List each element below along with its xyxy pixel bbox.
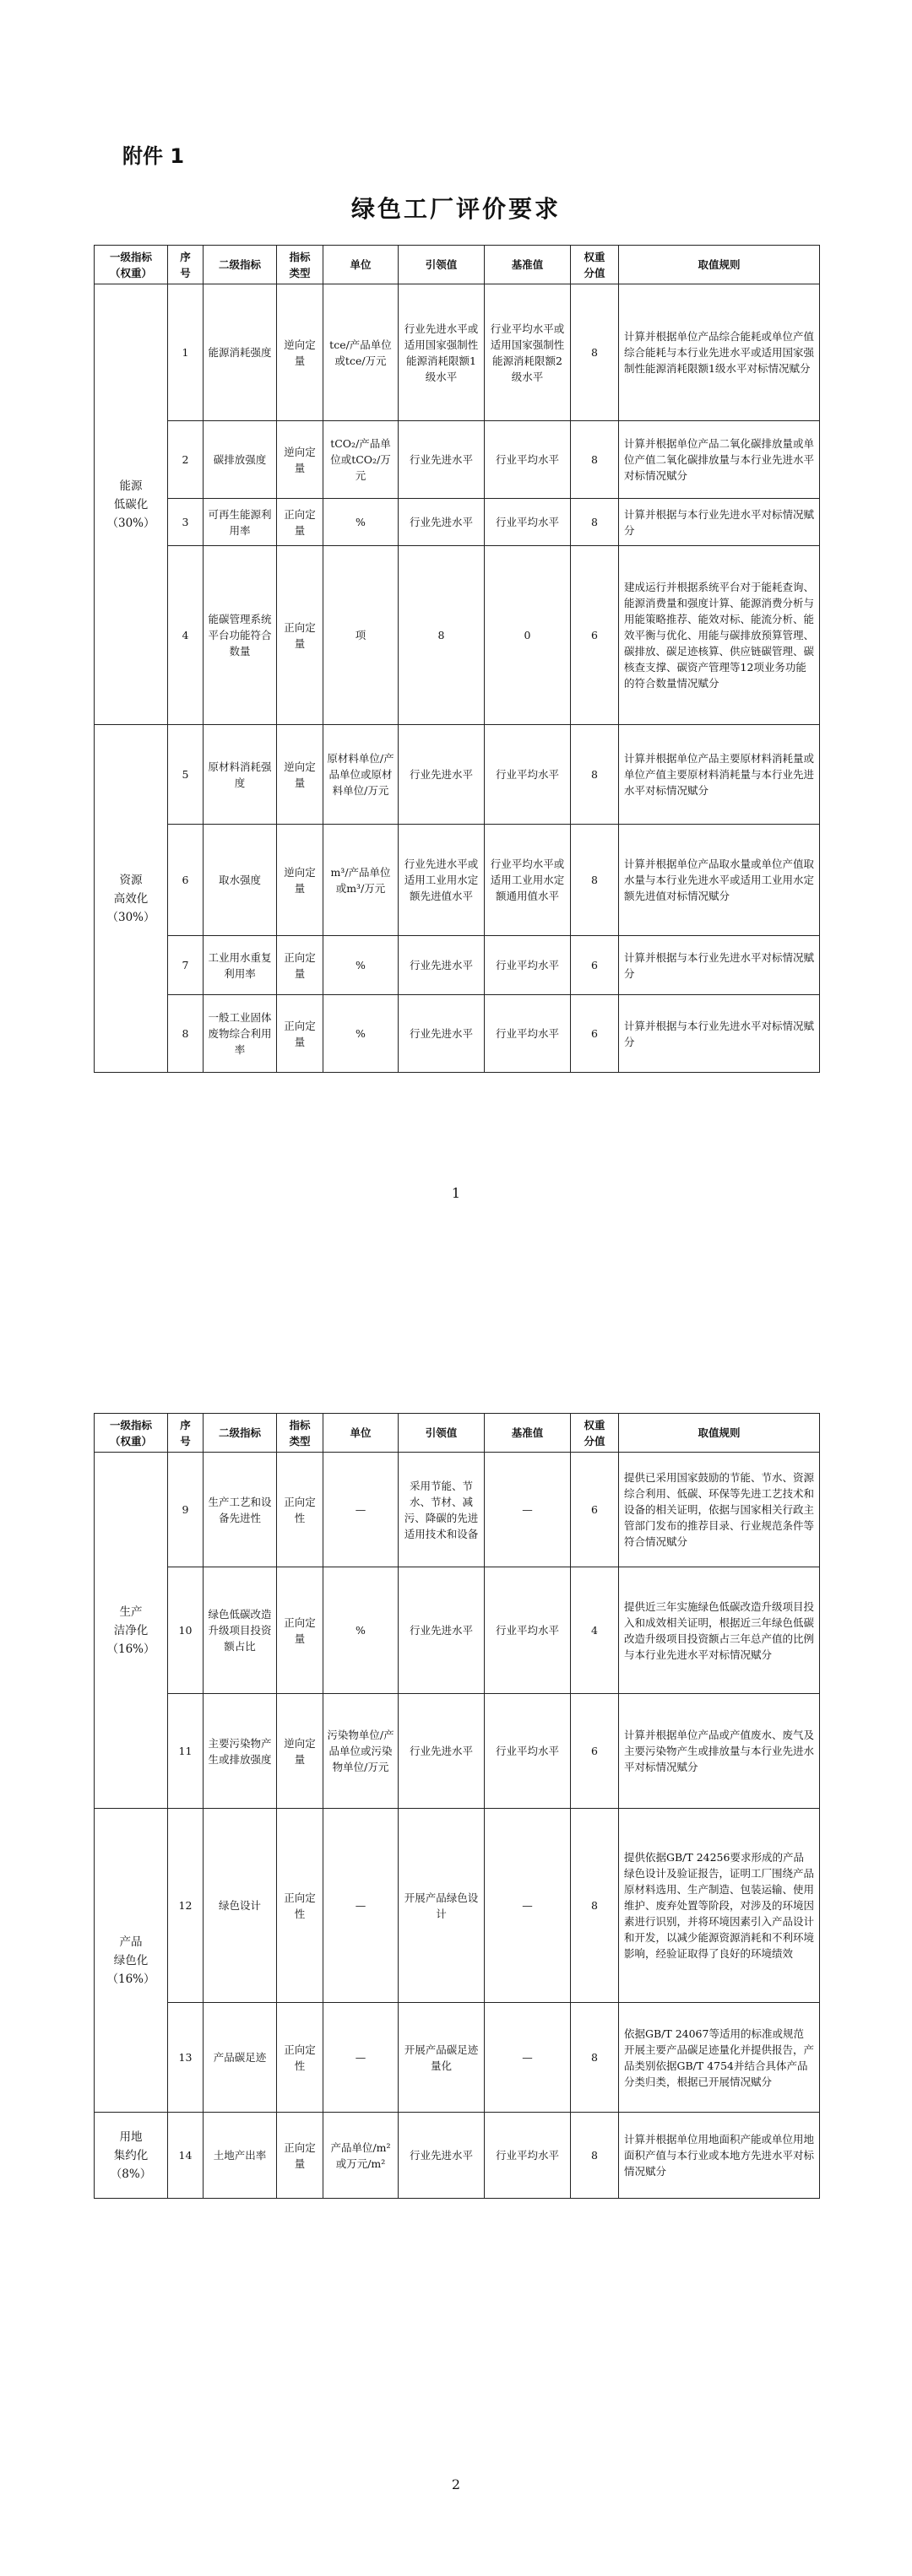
cell-unit: —	[323, 1809, 399, 2003]
cell-baseline: 行业平均水平	[485, 1694, 571, 1809]
cell-name: 绿色低碳改造升级项目投资额占比	[204, 1567, 277, 1694]
cell-unit: 污染物单位/产品单位或污染物单位/万元	[323, 1694, 399, 1809]
cell-seq: 2	[168, 421, 204, 499]
cell-unit: 原材料单位/产品单位或原材料单位/万元	[323, 725, 399, 825]
header-type: 指标 类型	[277, 1414, 323, 1453]
category-clean-production: 生产 洁净化 （16%）	[95, 1453, 168, 1809]
table-row	[95, 936, 820, 995]
cell-name: 碳排放强度	[204, 421, 277, 499]
header-level2: 二级指标	[204, 246, 277, 284]
attachment-label: 附件 1	[122, 144, 185, 168]
cell-seq: 1	[168, 284, 204, 421]
cell-unit: %	[323, 1567, 399, 1694]
cell-unit: 产品单位/m²或万元/m²	[323, 2113, 399, 2199]
cell-weight: 8	[571, 284, 619, 421]
cell-type: 逆向定量	[277, 725, 323, 825]
cell-name: 工业用水重复利用率	[204, 936, 277, 995]
cell-guide: 行业先进水平	[399, 936, 485, 995]
evaluation-table-part-1	[94, 245, 820, 1073]
cell-weight: 8	[571, 2003, 619, 2113]
cell-guide: 行业先进水平	[399, 1567, 485, 1694]
category-energy-low-carbon: 能源 低碳化 （30%）	[95, 284, 168, 725]
cell-guide: 行业先进水平	[399, 1694, 485, 1809]
cell-weight: 6	[571, 546, 619, 725]
cell-baseline: —	[485, 1809, 571, 2003]
table-row	[95, 421, 820, 499]
cell-rule: 提供依据GB/T 24256要求形成的产品绿色设计及验证报告，证明工厂围绕产品原材料选用、生产制造、包装运输、使用维护、废弃处置等阶段，对涉及的环境因素进行识别，并将环境因素引入产品设计和开发，以减少能源资源消耗和不利环境影响，经验证取得了良好的环境绩效	[619, 1809, 820, 2003]
header-baseline: 基准值	[485, 1414, 571, 1453]
table-row	[95, 2003, 820, 2113]
table-row	[95, 1809, 820, 2003]
cell-rule: 计算并根据单位产品或产值废水、废气及主要污染物产生或排放量与本行业先进水平对标情况赋分	[619, 1694, 820, 1809]
cell-name: 产品碳足迹	[204, 2003, 277, 2113]
cell-weight: 8	[571, 825, 619, 936]
header-unit: 单位	[323, 1414, 399, 1453]
cell-type: 正向定量	[277, 546, 323, 725]
cell-guide: 行业先进水平	[399, 725, 485, 825]
header-level1: 一级指标 （权重）	[95, 246, 168, 284]
cell-weight: 8	[571, 2113, 619, 2199]
header-seq: 序 号	[168, 1414, 204, 1453]
cell-rule: 计算并根据单位产品综合能耗或单位产值综合能耗与本行业先进水平或适用国家强制性能源消耗限额1级水平对标情况赋分	[619, 284, 820, 421]
cell-name: 土地产出率	[204, 2113, 277, 2199]
cell-unit: —	[323, 2003, 399, 2113]
cell-guide: 行业先进水平	[399, 995, 485, 1073]
cell-type: 正向定性	[277, 1453, 323, 1567]
cell-seq: 13	[168, 2003, 204, 2113]
cell-guide: 行业先进水平	[399, 2113, 485, 2199]
cell-name: 绿色设计	[204, 1809, 277, 2003]
cell-name: 原材料消耗强度	[204, 725, 277, 825]
cell-baseline: 行业平均水平	[485, 725, 571, 825]
cell-seq: 10	[168, 1567, 204, 1694]
category-green-products: 产品 绿色化 （16%）	[95, 1809, 168, 2113]
cell-weight: 8	[571, 1809, 619, 2003]
cell-baseline: —	[485, 1453, 571, 1567]
cell-rule: 计算并根据单位用地面积产能或单位用地面积产值与本行业或本地方先进水平对标情况赋分	[619, 2113, 820, 2199]
cell-weight: 6	[571, 995, 619, 1073]
cell-rule: 提供已采用国家鼓励的节能、节水、资源综合利用、低碳、环保等先进工艺技术和设备的相关证明，依据与国家相关行政主管部门发布的推荐目录、行业规范条件等符合情况赋分	[619, 1453, 820, 1567]
cell-weight: 8	[571, 725, 619, 825]
table-row	[95, 499, 820, 546]
cell-type: 正向定量	[277, 995, 323, 1073]
category-resource-efficiency: 资源 高效化 （30%）	[95, 725, 168, 1073]
cell-rule: 依据GB/T 24067等适用的标准或规范开展主要产品碳足迹量化并提供报告，产品类别依据GB/T 4754并结合具体产品分类归类，根据已开展情况赋分	[619, 2003, 820, 2113]
cell-baseline: 行业平均水平	[485, 2113, 571, 2199]
header-weight: 权重 分值	[571, 246, 619, 284]
cell-baseline: 行业平均水平或适用工业用水定额通用值水平	[485, 825, 571, 936]
cell-unit: 项	[323, 546, 399, 725]
cell-unit: %	[323, 936, 399, 995]
cell-weight: 8	[571, 421, 619, 499]
cell-seq: 8	[168, 995, 204, 1073]
cell-baseline: 行业平均水平	[485, 499, 571, 546]
table-header-row	[95, 1414, 820, 1453]
table-row	[95, 1694, 820, 1809]
cell-name: 一般工业固体废物综合利用率	[204, 995, 277, 1073]
cell-unit: %	[323, 499, 399, 546]
table-row	[95, 284, 820, 421]
cell-baseline: —	[485, 2003, 571, 2113]
header-rule: 取值规则	[619, 1414, 820, 1453]
header-level2: 二级指标	[204, 1414, 277, 1453]
header-level1: 一级指标 （权重）	[95, 1414, 168, 1453]
cell-type: 正向定量	[277, 936, 323, 995]
table-row	[95, 2113, 820, 2199]
category-land-intensive: 用地 集约化 （8%）	[95, 2113, 168, 2199]
cell-weight: 8	[571, 499, 619, 546]
evaluation-table-part-2	[94, 1413, 820, 2199]
table-row	[95, 1567, 820, 1694]
cell-seq: 4	[168, 546, 204, 725]
cell-name: 可再生能源利用率	[204, 499, 277, 546]
cell-rule: 计算并根据单位产品取水量或单位产值取水量与本行业先进水平或适用工业用水定额先进值对标情况赋分	[619, 825, 820, 936]
cell-guide: 行业先进水平或适用工业用水定额先进值水平	[399, 825, 485, 936]
cell-unit: %	[323, 995, 399, 1073]
cell-weight: 6	[571, 1453, 619, 1567]
cell-name: 能碳管理系统平台功能符合数量	[204, 546, 277, 725]
cell-name: 取水强度	[204, 825, 277, 936]
table-row	[95, 1453, 820, 1567]
cell-type: 正向定量	[277, 499, 323, 546]
page-number: 1	[451, 1185, 461, 1201]
document-title: 绿色工厂评价要求	[350, 195, 561, 223]
header-rule: 取值规则	[619, 246, 820, 284]
cell-name: 主要污染物产生或排放强度	[204, 1694, 277, 1809]
cell-rule: 计算并根据单位产品二氧化碳排放量或单位产值二氧化碳排放量与本行业先进水平对标情况赋分	[619, 421, 820, 499]
cell-seq: 14	[168, 2113, 204, 2199]
table-header-row	[95, 246, 820, 284]
table-row	[95, 546, 820, 725]
cell-guide: 开展产品碳足迹量化	[399, 2003, 485, 2113]
table-row	[95, 825, 820, 936]
cell-type: 逆向定量	[277, 1694, 323, 1809]
page-number: 2	[451, 2476, 461, 2492]
cell-seq: 12	[168, 1809, 204, 2003]
cell-unit: tCO₂/产品单位或tCO₂/万元	[323, 421, 399, 499]
header-guide: 引领值	[399, 246, 485, 284]
cell-seq: 3	[168, 499, 204, 546]
table-row	[95, 995, 820, 1073]
cell-rule: 计算并根据与本行业先进水平对标情况赋分	[619, 936, 820, 995]
cell-weight: 6	[571, 936, 619, 995]
cell-name: 生产工艺和设备先进性	[204, 1453, 277, 1567]
cell-guide: 行业先进水平	[399, 499, 485, 546]
table-row	[95, 725, 820, 825]
cell-baseline: 0	[485, 546, 571, 725]
cell-weight: 6	[571, 1694, 619, 1809]
header-seq: 序 号	[168, 246, 204, 284]
cell-baseline: 行业平均水平	[485, 1567, 571, 1694]
cell-baseline: 行业平均水平或适用国家强制性能源消耗限额2级水平	[485, 284, 571, 421]
cell-type: 逆向定量	[277, 825, 323, 936]
cell-type: 正向定性	[277, 2003, 323, 2113]
cell-guide: 行业先进水平或适用国家强制性能源消耗限额1级水平	[399, 284, 485, 421]
cell-unit: tce/产品单位或tce/万元	[323, 284, 399, 421]
cell-rule: 计算并根据与本行业先进水平对标情况赋分	[619, 995, 820, 1073]
cell-baseline: 行业平均水平	[485, 936, 571, 995]
cell-guide: 开展产品绿色设计	[399, 1809, 485, 2003]
cell-guide: 8	[399, 546, 485, 725]
cell-name: 能源消耗强度	[204, 284, 277, 421]
cell-guide: 行业先进水平	[399, 421, 485, 499]
cell-baseline: 行业平均水平	[485, 421, 571, 499]
cell-type: 逆向定量	[277, 421, 323, 499]
header-guide: 引领值	[399, 1414, 485, 1453]
cell-weight: 4	[571, 1567, 619, 1694]
cell-type: 正向定性	[277, 1809, 323, 2003]
cell-seq: 7	[168, 936, 204, 995]
document-page-2	[0, 1288, 912, 2576]
cell-rule: 计算并根据单位产品主要原材料消耗量或单位产值主要原材料消耗量与本行业先进水平对标情况赋分	[619, 725, 820, 825]
cell-rule: 计算并根据与本行业先进水平对标情况赋分	[619, 499, 820, 546]
cell-rule: 建成运行并根据系统平台对于能耗查询、能源消费量和强度计算、能源消费分析与用能策略推荐、能效对标、能流分析、能效平衡与优化、用能与碳排放预算管理、碳排放、碳足迹核算、供应链碳管理、碳核查支撑、碳资产管理等12项业务功能的符合数量情况赋分	[619, 546, 820, 725]
header-unit: 单位	[323, 246, 399, 284]
cell-seq: 9	[168, 1453, 204, 1567]
cell-type: 逆向定量	[277, 284, 323, 421]
cell-unit: —	[323, 1453, 399, 1567]
cell-seq: 11	[168, 1694, 204, 1809]
cell-guide: 采用节能、节水、节材、减污、降碳的先进适用技术和设备	[399, 1453, 485, 1567]
cell-type: 正向定量	[277, 1567, 323, 1694]
header-type: 指标 类型	[277, 246, 323, 284]
cell-type: 正向定量	[277, 2113, 323, 2199]
cell-seq: 6	[168, 825, 204, 936]
cell-baseline: 行业平均水平	[485, 995, 571, 1073]
cell-unit: m³/产品单位或m³/万元	[323, 825, 399, 936]
cell-seq: 5	[168, 725, 204, 825]
cell-rule: 提供近三年实施绿色低碳改造升级项目投入和成效相关证明，根据近三年绿色低碳改造升级项目投资额占三年总产值的比例与本行业先进水平对标情况赋分	[619, 1567, 820, 1694]
header-baseline: 基准值	[485, 246, 571, 284]
header-weight: 权重 分值	[571, 1414, 619, 1453]
